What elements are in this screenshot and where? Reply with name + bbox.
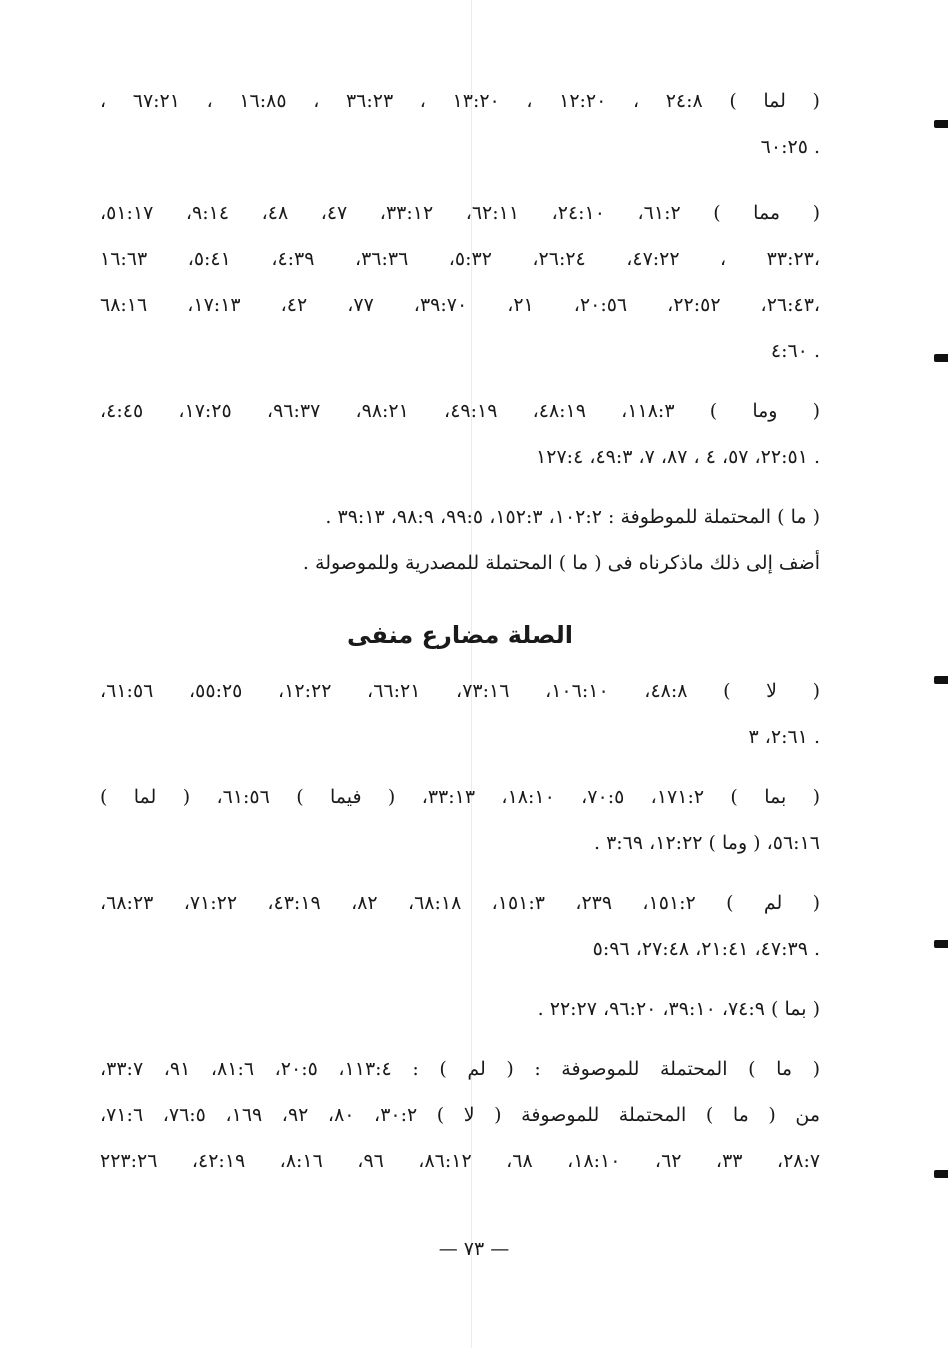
text-line: ٣٣:٢٣ ، ٤٧:٢٢، ٢٦:٢٤، ٥:٣٢، ٣٦:٣٦، ٤:٣٩، ٥:٤١، ١٦:٦٣، (100, 248, 820, 270)
text-line: ٢٢:٥١، ٥٧، ٤ ، ٨٧، ٧، ٤٩:٣، ١٢٧:٤ . (536, 446, 820, 468)
text-line: ( مما ) ٦١:٢، ٢٤:١٠، ٦٢:١١، ٣٣:١٢، ٤٧، ٤٨، ٩:١٤، ٥١:١٧، (100, 202, 820, 224)
text-line: ( لا ) ٤٨:٨، ١٠٦:١٠، ٧٣:١٦، ٦٦:٢١، ١٢:٢٢، ٥٥:٢٥، ٦١:٥٦، (100, 680, 820, 702)
text-line: ( بما ) ٧٤:٩، ٣٩:١٠، ٩٦:٢٠، ٢٢:٢٧ . (537, 998, 820, 1020)
text-line: ( ما ) المحتملة للموصوفة : ( لم ) : ١١٣:٤، ٢٠:٥، ٨١:٦، ٩١، ٣٣:٧، (100, 1058, 820, 1080)
index-entry-lam (100, 880, 820, 972)
margin-mark (934, 354, 948, 362)
index-entry-wama (100, 388, 820, 480)
section-heading: الصلة مضارع منفى (347, 621, 573, 649)
text-line: من ( ما ) المحتملة للموصوفة ( لا ) ٣٠:٢، ٨٠، ٩٢، ١٦٩، ٧٦:٥، ٧١:٦، (100, 1104, 820, 1126)
index-entry-mimma (100, 190, 820, 374)
margin-mark (934, 120, 948, 128)
text-line: ( ما ) المحتملة للموطوفة : ١٠٢:٢، ١٥٢:٣، ٩٩:٥، ٩٨:٩، ٣٩:١٣ . (325, 506, 820, 528)
index-entry-bima (100, 774, 820, 866)
margin-mark (934, 1170, 948, 1178)
margin-mark (934, 676, 948, 684)
index-entry-ma-mawsufa-2 (100, 1046, 820, 1184)
text-line: ( لم ) ١٥١:٢، ٢٣٩، ١٥١:٣، ٦٨:١٨، ٨٢، ٤٣:١٩، ٧١:٢٢، ٦٨:٢٣، (100, 892, 820, 914)
index-entry-bima-2 (100, 986, 820, 1032)
text-line: ٤:٦٠ . (770, 340, 820, 362)
text-line: ٢٦:٤٣، ٢٢:٥٢، ٢٠:٥٦، ٢١، ٣٩:٧٠، ٧٧، ٤٢، ١٧:١٣، ٦٨:١٦، (100, 294, 820, 316)
page-number: — ٧٣ — (438, 1238, 510, 1260)
text-line: ( بما ) ١٧١:٢، ٧٠:٥، ١٨:١٠، ٣٣:١٣، ( فيما ) ٦١:٥٦، ( لما ) (100, 786, 820, 808)
page-body (100, 78, 820, 1184)
text-line: ٤٧:٣٩، ٢١:٤١، ٢٧:٤٨، ٥:٩٦ . (592, 938, 820, 960)
text-line: ٢٨:٧، ٣٣، ٦٢، ١٨:١٠، ٦٨، ٨٦:١٢، ٩٦، ٨:١٦، ٤٢:١٩، ٢٢٣:٢٦ (100, 1150, 820, 1172)
index-entry-ma-mawsufa (100, 494, 820, 586)
margin-mark (934, 940, 948, 948)
text-line: ٦٠:٢٥ . (760, 136, 820, 158)
text-line: أضف إلى ذلك ماذكرناه فى ( ما ) المحتملة للمصدرية وللموصولة . (302, 552, 820, 574)
text-line: ( وما ) ١١٨:٣، ٤٨:١٩، ٤٩:١٩، ٩٨:٢١، ٩٦:٣٧، ١٧:٢٥، ٤:٤٥، (100, 400, 820, 422)
index-entry-la (100, 668, 820, 760)
index-entry-lamma (100, 78, 820, 170)
text-line: ٥٦:١٦، ( وما ) ١٢:٢٢، ٣:٦٩ . (593, 832, 820, 854)
text-line: ٢:٦١، ٣ . (748, 726, 820, 748)
text-line: ( لما ) ٢٤:٨ ، ١٢:٢٠ ، ١٣:٢٠ ، ٣٦:٢٣ ، ١٦:٨٥ ، ٦٧:٢١ ، (100, 90, 820, 112)
